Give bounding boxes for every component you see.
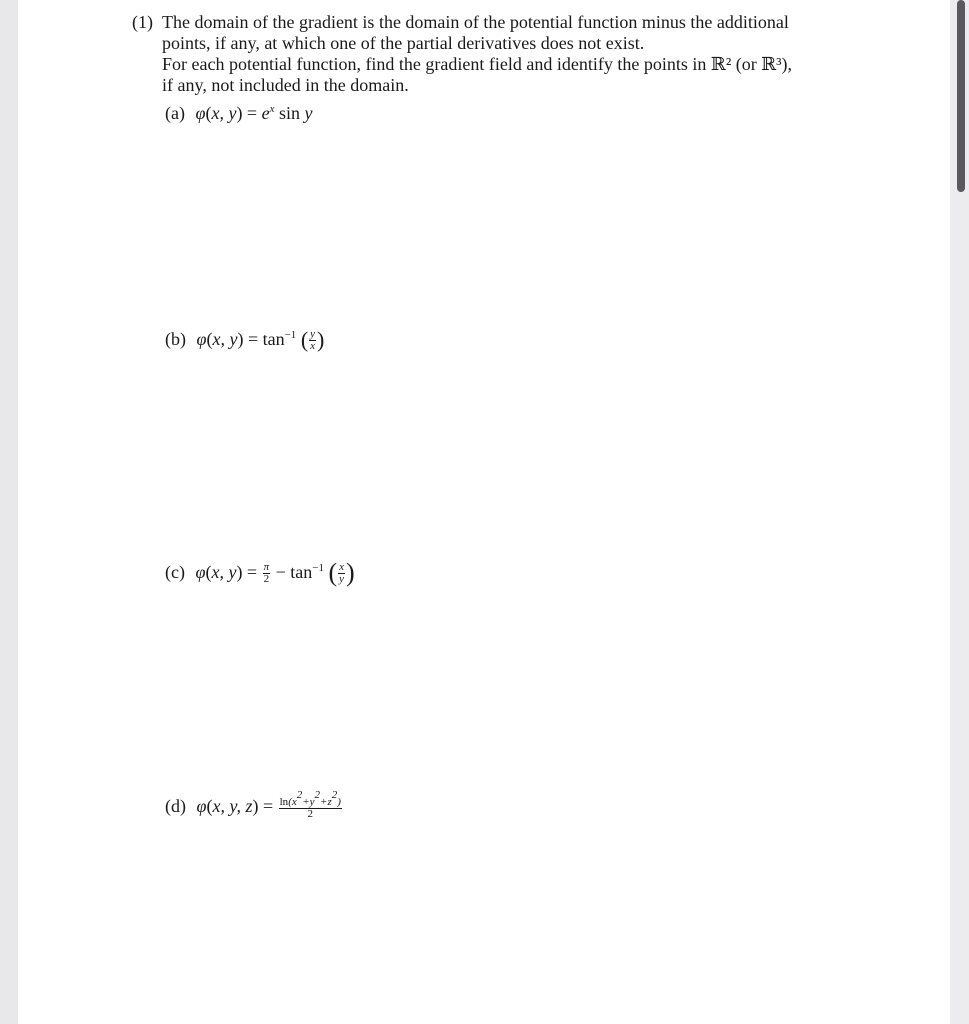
part-c [165,558,355,588]
problem-statement [132,12,872,96]
formula-a: φ(x, $y) = e^x$ sin y [195,103,313,123]
part-label: (d) [165,795,186,816]
part-b [165,327,324,353]
problem-line: if any, not included in the domain. [162,75,409,95]
problem-line: For each potential function, find the gradient field and identify the points in ℝ² (or ℝ³), [162,54,793,74]
part-d [165,789,343,820]
vertical-scrollbar[interactable] [950,0,969,1024]
formula-b: φ(x, $y) = \tan^{-1}$ ( $\frac{y}{x}$ ) [196,327,325,353]
problem-number: (1) [132,12,153,32]
part-label: (a) [165,103,185,123]
part-label: (c) [165,562,185,582]
scrollbar-thumb[interactable] [957,0,965,192]
part-label: (b) [165,329,186,349]
document-page [18,0,950,1024]
problem-body [162,12,872,96]
formula-c: φ(x, y) = $\frac{\pi}{2}$ − $\tan^{-1}$ ( $\frac{x}{y}$ ) [195,558,355,587]
problem-line: points, if any, at which one of the partial derivatives does not exist. [162,33,645,53]
formula-d: φ(x, y, z) = $\frac{\ln(x^2+y^2+z^2)}{2}$ [196,789,341,820]
part-a [165,103,313,124]
problem-line: The domain of the gradient is the domain of the potential function minus the additional [162,12,789,32]
